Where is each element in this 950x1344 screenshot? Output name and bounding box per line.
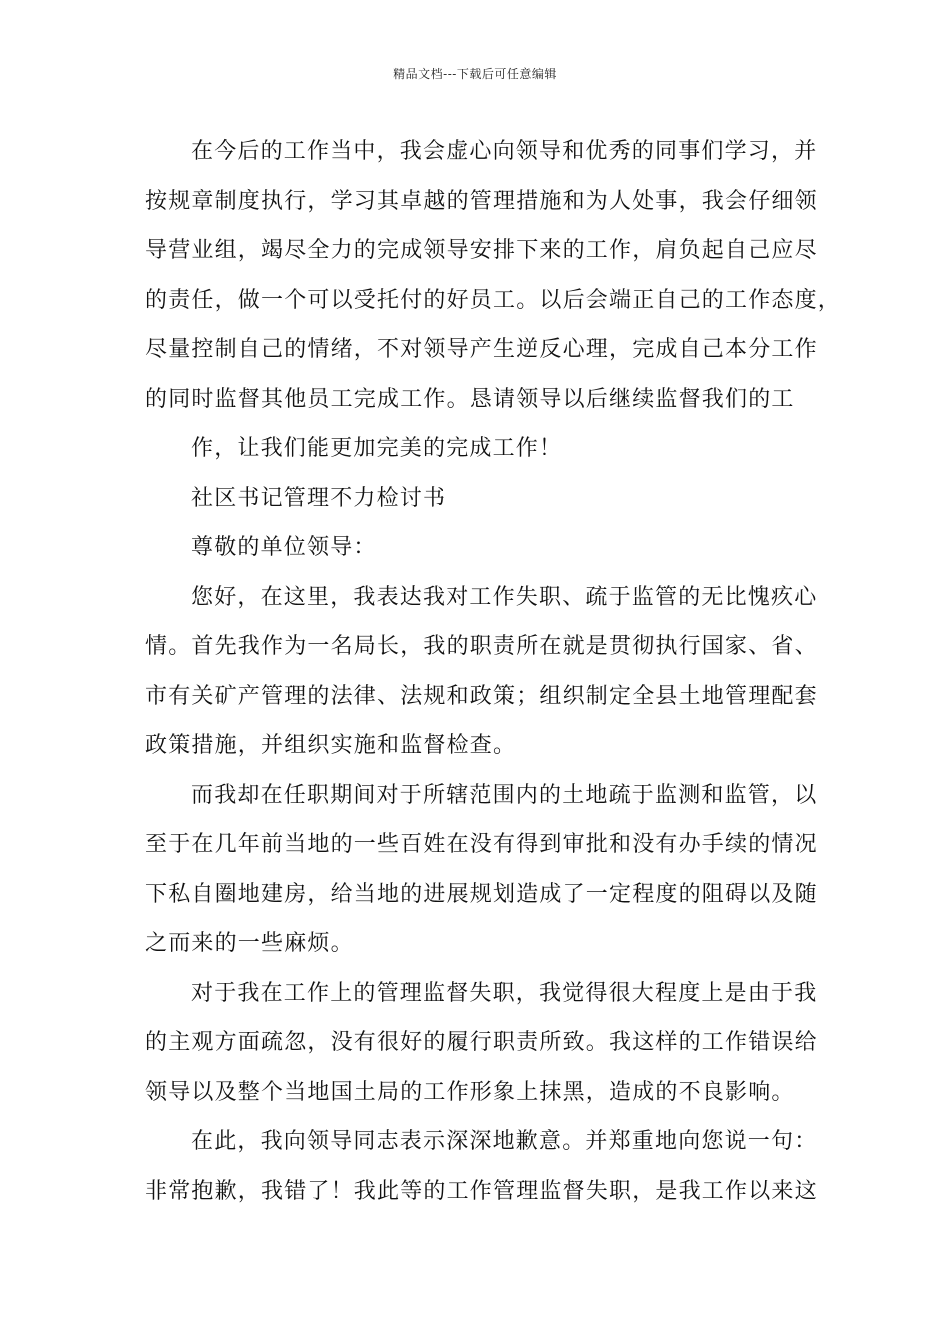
text-line: 的主观方面疏忽，没有很好的履行职责所致。我这样的工作错误给 — [145, 1030, 818, 1055]
section-title: 社区书记管理不力检讨书 — [191, 485, 447, 511]
text-line: 按规章制度执行，学习其卓越的管理措施和为人处事，我会仔细领 — [145, 188, 818, 214]
paragraph — [145, 573, 818, 771]
text-line: 领导以及整个当地国土局的工作形象上抹黑，造成的不良影响。 — [145, 1079, 795, 1105]
text-line: 政策措施，并组织实施和监督检查。 — [145, 733, 517, 758]
paragraph-salutation — [145, 523, 815, 573]
paragraph — [145, 424, 815, 474]
text-line: 市有关矿产管理的法律、法规和政策；组织制定全县土地管理配套 — [145, 683, 818, 709]
salutation: 尊敬的单位领导： — [191, 535, 377, 560]
text-line: 导营业组，竭尽全力的完成领导安排下来的工作，肩负起自己应尽 — [145, 238, 818, 263]
text-line: 您好，在这里，我表达我对工作失职、疏于监管的无比愧疚心 — [191, 584, 818, 610]
text-line: 情。首先我作为一名局长，我的职责所在就是贯彻执行国家、省、 — [145, 634, 818, 659]
text-line: 下私自圈地建房，给当地的进展规划造成了一定程度的阻碍以及随 — [145, 881, 818, 907]
text-line: 非常抱歉，我错了！我此等的工作管理监督失职，是我工作以来这 — [145, 1178, 818, 1204]
text-line: 在今后的工作当中，我会虚心向领导和优秀的同事们学习，并 — [191, 139, 818, 164]
text-line: 作，让我们能更加完美的完成工作！ — [191, 436, 563, 461]
paragraph-title — [145, 474, 815, 524]
text-line: 至于在几年前当地的一些百姓在没有得到审批和没有办手续的情况 — [145, 832, 818, 857]
text-line: 在此，我向领导同志表示深深地歉意。并郑重地向您说一句： — [191, 1129, 818, 1154]
text-line: 而我却在任职期间对于所辖范围内的土地疏于监测和监管，以 — [191, 782, 818, 808]
paragraph — [145, 771, 818, 969]
page-header: 精品文档---下载后可任意编辑 — [393, 67, 557, 81]
text-line: 的责任，做一个可以受托付的好员工。以后会端正自己的工作态度， — [145, 287, 842, 313]
text-line: 尽量控制自己的情绪，不对领导产生逆反心理，完成自己本分工作 — [145, 337, 818, 362]
document-body — [145, 127, 842, 1216]
paragraph — [145, 1117, 818, 1216]
paragraph — [145, 969, 818, 1118]
paragraph — [145, 127, 842, 424]
text-line: 对于我在工作上的管理监督失职，我觉得很大程度上是由于我 — [191, 980, 818, 1006]
text-line: 之而来的一些麻烦。 — [145, 931, 354, 956]
text-line: 的同时监督其他员工完成工作。恳请领导以后继续监督我们的工 — [145, 386, 795, 412]
